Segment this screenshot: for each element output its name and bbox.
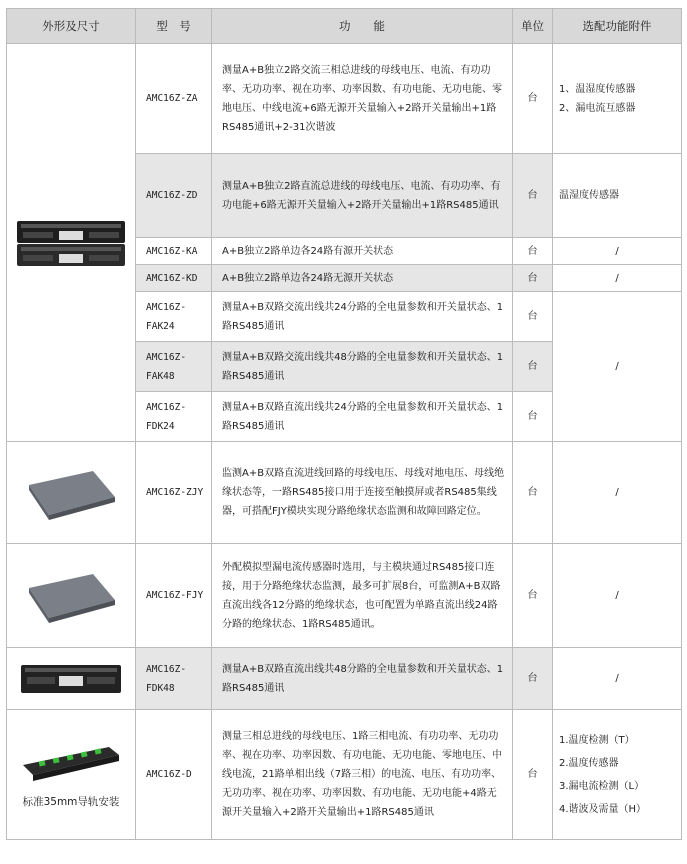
device-image-main <box>7 44 136 442</box>
module-gray-icon <box>23 566 119 626</box>
accessory-cell: / <box>553 238 682 265</box>
header-shape: 外形及尺寸 <box>7 9 136 44</box>
function-cell: 监测A+B双路直流进线回路的母线电压、母线对地电压、母线绝缘状态等，一路RS485接口用于连接至触摸屏或者RS485集线器，可搭配FJY模块实现分路绝缘状态监测和故障回路定位。 <box>212 442 513 544</box>
header-row <box>7 9 682 44</box>
module-black-icon <box>19 659 123 699</box>
device-image-fjy <box>7 544 136 648</box>
function-cell: 测量A+B双路直流出线共24分路的全电量参数和开关量状态、1路RS485通讯 <box>212 392 513 442</box>
product-table <box>6 8 682 840</box>
function-cell: A+B独立2路单边各24路无源开关状态 <box>212 265 513 292</box>
header-accessory: 选配功能附件 <box>553 9 682 44</box>
accessory-cell: / <box>553 442 682 544</box>
accessory-line: 1、温湿度传感器 <box>559 83 636 95</box>
model-cell: AMC16Z-FAK48 <box>136 342 212 392</box>
function-cell: 测量A+B独立2路直流总进线的母线电压、电流、有功功率、有功电能+6路无源开关量输入+2路开关量输出+1路RS485通讯 <box>212 154 513 238</box>
model-cell: AMC16Z-ZD <box>136 154 212 238</box>
unit-cell: 台 <box>513 238 553 265</box>
unit-cell: 台 <box>513 392 553 442</box>
din-rail-module-icon <box>19 737 123 787</box>
model-cell: AMC16Z-FDK24 <box>136 392 212 442</box>
model-cell: AMC16Z-KA <box>136 238 212 265</box>
accessory-cell-shared: / <box>553 292 682 442</box>
table-row <box>7 544 682 648</box>
function-cell: 外配模拟型漏电流传感器时选用，与主模块通过RS485接口连接，用于分路绝缘状态监测，最多可扩展8台，可监测A+B双路直流出线各12分路的绝缘状态，也可配置为单路直流出线24路分路的绝缘状态、1路RS485通讯。 <box>212 544 513 648</box>
unit-cell: 台 <box>513 292 553 342</box>
unit-cell: 台 <box>513 710 553 840</box>
model-cell: AMC16Z-FJY <box>136 544 212 648</box>
unit-cell: 台 <box>513 544 553 648</box>
unit-cell: 台 <box>513 154 553 238</box>
header-model: 型 号 <box>136 9 212 44</box>
header-function: 功 能 <box>212 9 513 44</box>
unit-cell: 台 <box>513 442 553 544</box>
accessory-line: 4.谐波及需量（H） <box>559 803 647 815</box>
device-image-zjy <box>7 442 136 544</box>
function-cell: A+B独立2路单边各24路有源开关状态 <box>212 238 513 265</box>
module-black-icon <box>15 215 127 271</box>
table-row <box>7 648 682 710</box>
device-image-fdk48 <box>7 648 136 710</box>
table-row <box>7 44 682 154</box>
model-cell: AMC16Z-D <box>136 710 212 840</box>
accessory-cell: / <box>553 648 682 710</box>
function-cell: 测量A+B双路交流出线共48分路的全电量参数和开关量状态、1路RS485通讯 <box>212 342 513 392</box>
device-image-d <box>7 710 136 840</box>
accessory-line: 2.温度传感器 <box>559 757 619 769</box>
accessory-cell: / <box>553 544 682 648</box>
function-cell: 测量A+B双路交流出线共24分路的全电量参数和开关量状态、1路RS485通讯 <box>212 292 513 342</box>
model-cell: AMC16Z-ZA <box>136 44 212 154</box>
function-cell: 测量A+B双路直流出线共48分路的全电量参数和开关量状态、1路RS485通讯 <box>212 648 513 710</box>
accessory-line: 3.漏电流检测（L） <box>559 780 645 792</box>
model-cell: AMC16Z-ZJY <box>136 442 212 544</box>
table-row <box>7 442 682 544</box>
model-cell: AMC16Z-FAK24 <box>136 292 212 342</box>
unit-cell: 台 <box>513 44 553 154</box>
unit-cell: 台 <box>513 265 553 292</box>
table-row <box>7 710 682 840</box>
accessory-line: 1.温度检测（T） <box>559 734 635 746</box>
unit-cell: 台 <box>513 648 553 710</box>
function-cell: 测量三相总进线的母线电压、1路三相电流、有功功率、无功功率、视在功率、功率因数、有功电能、无功电能、零地电压、中线电流，21路单相出线（7路三相）的电流、电压、有功功率、无功功率、视在功率、功率因数、有功电能、无功电能+4路无源开关量输入+2路开关量输出+1路RS485通讯 <box>212 710 513 840</box>
module-gray-icon <box>23 463 119 523</box>
din-rail-caption: 标准35mm导轨安装 <box>22 796 120 808</box>
accessory-cell <box>553 44 682 154</box>
unit-cell: 台 <box>513 342 553 392</box>
model-cell: AMC16Z-KD <box>136 265 212 292</box>
accessory-line: 2、漏电流互感器 <box>559 102 636 114</box>
accessory-cell: / <box>553 265 682 292</box>
accessory-cell: 温湿度传感器 <box>553 154 682 238</box>
function-cell: 测量A+B独立2路交流三相总进线的母线电压、电流、有功功率、无功功率、视在功率、功率因数、有功电能、无功电能、零地电压、中线电流+6路无源开关量输入+2路开关量输出+1路RS485通讯+2-31次谐波 <box>212 44 513 154</box>
model-cell: AMC16Z-FDK48 <box>136 648 212 710</box>
accessory-cell <box>553 710 682 840</box>
header-unit: 单位 <box>513 9 553 44</box>
